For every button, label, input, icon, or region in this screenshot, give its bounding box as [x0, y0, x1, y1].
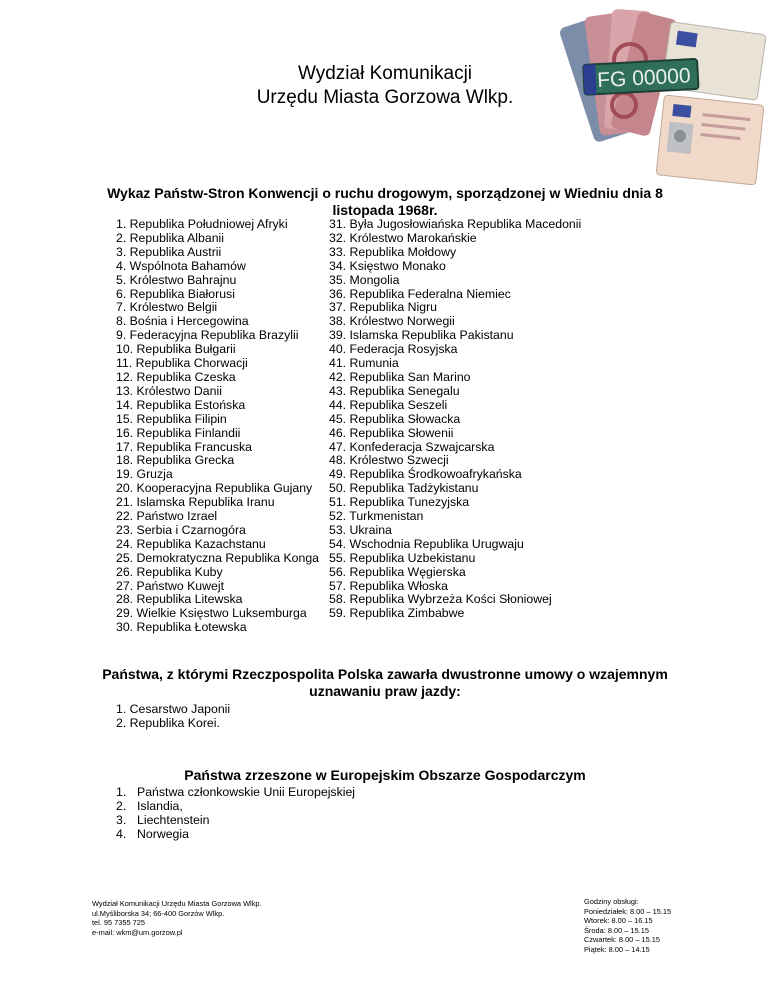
list-item: 1. Republika Południowej Afryki	[116, 217, 288, 231]
list-item: 44. Republika Seszeli	[329, 397, 448, 412]
list-item: 58. Republika Wybrzeża Kości Słoniowej	[329, 592, 552, 607]
hours-tuesday: Wtorek: 8.00 – 16.15	[584, 916, 653, 926]
list-item: 34. Księstwo Monako	[329, 258, 446, 273]
footer-opening-hours	[584, 897, 671, 955]
list-item-number: 2.	[116, 798, 127, 813]
list-item: 4. Wspólnota Bahamów	[116, 258, 246, 273]
list-item: 51. Republika Tunezyjska	[329, 495, 470, 510]
list-item: 8. Bośnia i Hercegowina	[116, 314, 249, 329]
bilateral-countries-list	[116, 703, 230, 731]
list-item: 23. Serbia i Czarnogóra	[116, 522, 246, 537]
list-item: 46. Republika Słowenii	[329, 425, 454, 440]
list-item-number: 1.	[116, 785, 127, 799]
list-item: 16. Republika Finlandii	[116, 425, 241, 440]
hours-heading: Godziny obsługi:	[584, 897, 639, 906]
list-item: 20. Kooperacyjna Republika Gujany	[116, 481, 313, 496]
list-item-text: Państwa członkowskie Unii Europejskiej	[137, 785, 356, 799]
list-item: 27. Państwo Kuwejt	[116, 578, 225, 593]
countries-list-column-2	[329, 218, 581, 621]
list-item: 22. Państwo Izrael	[116, 509, 218, 524]
list-item: 9. Federacyjna Republika Brazylii	[116, 328, 299, 343]
list-item-number: 3.	[116, 812, 127, 827]
list-item: 18. Republika Grecka	[116, 453, 235, 468]
list-item: 24. Republika Kazachstanu	[116, 536, 266, 551]
hours-thursday: Czwartek: 8.00 – 15.15	[584, 935, 661, 945]
list-item: 36. Republika Federalna Niemiec	[329, 286, 511, 301]
list-item: 21. Islamska Republika Iranu	[116, 495, 275, 510]
eea-countries-list	[116, 786, 355, 842]
license-plate-image	[583, 59, 698, 95]
list-item	[116, 828, 355, 842]
documents-illustration	[548, 0, 768, 200]
list-item: 7. Królestwo Belgii	[116, 300, 218, 315]
list-item-number: 4.	[116, 826, 127, 841]
list-item: 39. Islamska Republika Pakistanu	[329, 328, 514, 343]
list-item: 53. Ukraina	[329, 522, 392, 537]
list-item: 54. Wschodnia Republika Urugwaju	[329, 536, 524, 551]
list-item: 5. Królestwo Bahrajnu	[116, 272, 237, 287]
list-item: 48. Królestwo Szwecji	[329, 453, 449, 468]
list-item	[116, 800, 355, 814]
list-item: 40. Federacja Rosyjska	[329, 342, 458, 357]
list-item-text: Norwegia	[137, 826, 189, 841]
list-item: 37. Republika Nigru	[329, 300, 438, 315]
office-name: Wydział Komunikacji	[297, 63, 473, 84]
list-item: 55. Republika Uzbekistanu	[329, 550, 476, 565]
hours-wednesday: Środa: 8.00 – 15.15	[584, 925, 649, 935]
list-item: 41. Rumunia	[329, 356, 399, 371]
list-item: 59. Republika Zimbabwe	[329, 606, 465, 621]
hours-monday: Poniedziałek: 8.00 – 15.15	[584, 906, 672, 916]
list-item: 1. Cesarstwo Japonii	[116, 702, 231, 716]
footer-office-name: Wydział Komunikacji Urzędu Miasta Gorzowa Wlkp.	[92, 899, 262, 908]
plate-text: FG 00000	[596, 64, 692, 93]
list-item: 2. Republika Albanii	[116, 230, 225, 245]
list-item: 52. Turkmenistan	[329, 509, 424, 524]
list-item: 49. Republika Środkowoafrykańska	[329, 467, 522, 482]
list-item: 29. Wielkie Księstwo Luksemburga	[116, 606, 307, 621]
list-item: 43. Republika Senegalu	[329, 383, 460, 398]
footer-contact	[92, 899, 262, 937]
list-item: 45. Republika Słowacka	[329, 411, 461, 426]
list-item: 47. Konfederacja Szwajcarska	[329, 439, 495, 454]
footer-phone: tel. 95 7355 725	[92, 918, 146, 928]
list-item-text: Islandia,	[137, 798, 183, 813]
list-item: 57. Republika Włoska	[329, 578, 448, 593]
list-item: 56. Republika Węgierska	[329, 564, 466, 579]
list-item: 17. Republika Francuska	[116, 439, 253, 454]
countries-list-column-1	[116, 218, 319, 635]
list-item	[116, 786, 355, 800]
list-item: 14. Republika Estońska	[116, 397, 246, 412]
list-item: 11. Republika Chorwacji	[116, 356, 248, 371]
office-city: Urzędu Miasta Gorzowa Wlkp.	[256, 87, 514, 108]
license-cards-image	[656, 22, 766, 185]
hours-friday: Piątek: 8.00 – 14.15	[584, 944, 650, 954]
list-item: 2. Republika Korei.	[116, 715, 220, 730]
list-item: 26. Republika Kuby	[116, 564, 223, 579]
list-item: 6. Republika Białorusi	[116, 286, 235, 301]
list-item: 32. Królestwo Marokańskie	[329, 230, 477, 245]
list-item: 50. Republika Tadżykistanu	[329, 481, 479, 496]
list-item: 15. Republika Filipin	[116, 411, 227, 426]
section-title-bilateral-agreements: Państwa, z którymi Rzeczpospolita Polska zawarła dwustronne umowy o wzajemnym uznawaniu praw jazdy:	[102, 666, 668, 699]
list-item-text: Liechtenstein	[137, 812, 210, 827]
list-item: 25. Demokratyczna Republika Konga	[116, 550, 320, 565]
list-item: 19. Gruzja	[116, 467, 173, 482]
list-item: 13. Królestwo Danii	[116, 383, 222, 398]
list-item: 33. Republika Mołdowy	[329, 244, 457, 259]
list-item: 31. Była Jugosłowiańska Republika Macedonii	[329, 217, 582, 231]
list-item: 12. Republika Czeska	[116, 369, 236, 384]
section-title-vienna-convention: Wykaz Państw-Stron Konwencji o ruchu drogowym, sporządzonej w Wiedniu dnia 8 listopada 1968r.	[107, 185, 663, 218]
section-title-eea: Państwa zrzeszone w Europejskim Obszarze Gospodarczym	[184, 767, 586, 783]
list-item: 35. Mongolia	[329, 272, 400, 287]
list-item	[116, 814, 355, 828]
footer-address: ul.Myśliborska 34; 66-400 Gorzów Wlkp.	[92, 908, 225, 918]
list-item: 10. Republika Bułgarii	[116, 342, 236, 357]
list-item: 3. Republika Austrii	[116, 244, 222, 259]
list-item: 30. Republika Łotewska	[116, 620, 247, 635]
office-header	[200, 62, 570, 110]
list-item: 38. Królestwo Norwegii	[329, 314, 455, 329]
footer-email: e-mail: wkm@um.gorzow.pl	[92, 927, 183, 937]
list-item: 42. Republika San Marino	[329, 369, 471, 384]
list-item: 28. Republika Litewska	[116, 592, 243, 607]
